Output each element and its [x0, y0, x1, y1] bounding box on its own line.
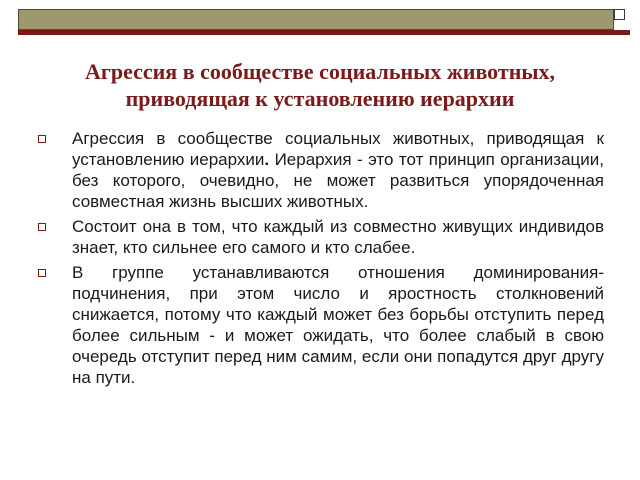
bullet-list — [30, 128, 604, 392]
header-decor-square — [614, 9, 625, 20]
bullet-text-1-bold: . — [264, 150, 270, 169]
header-decor-bar — [18, 9, 614, 30]
header-accent-strip — [18, 30, 630, 35]
hollow-square-bullet-icon — [38, 135, 46, 143]
bullet-item-1 — [30, 128, 604, 212]
hollow-square-bullet-icon — [38, 223, 46, 231]
bullet-item-2 — [30, 216, 604, 258]
slide-title — [30, 58, 610, 112]
bullet-text-1-part1: Агрессия в сообществе социальных животных, приводящая к установлению иерархии — [72, 129, 604, 169]
bullet-item-3 — [30, 262, 604, 388]
bullet-text-1-part2: Иерархия - это тот принцип организации, без которого, очевидно, не может развиться упорядоченная совместная жизнь высших животных. — [72, 150, 604, 211]
bullet-text-2: Состоит она в том, что каждый из совместно живущих индивидов знает, кто сильнее его самого и кто слабее. — [72, 217, 604, 257]
bullet-text-1 — [72, 128, 604, 212]
hollow-square-bullet-icon — [38, 269, 46, 277]
slide-title-line-1: Агрессия в сообществе социальных животных, — [84, 59, 556, 84]
bullet-text-3: В группе устанавливаются отношения доминирования-подчинения, при этом число и яростность столкновений снижается, потому что каждый может без борьбы отступить перед более сильным - и может ожидать, что более слабый в свою очередь отступит перед ним самим, если они попадутся друг другу на пути. — [72, 263, 604, 387]
slide-title-line-2: приводящая к установлению иерархии — [125, 86, 515, 111]
